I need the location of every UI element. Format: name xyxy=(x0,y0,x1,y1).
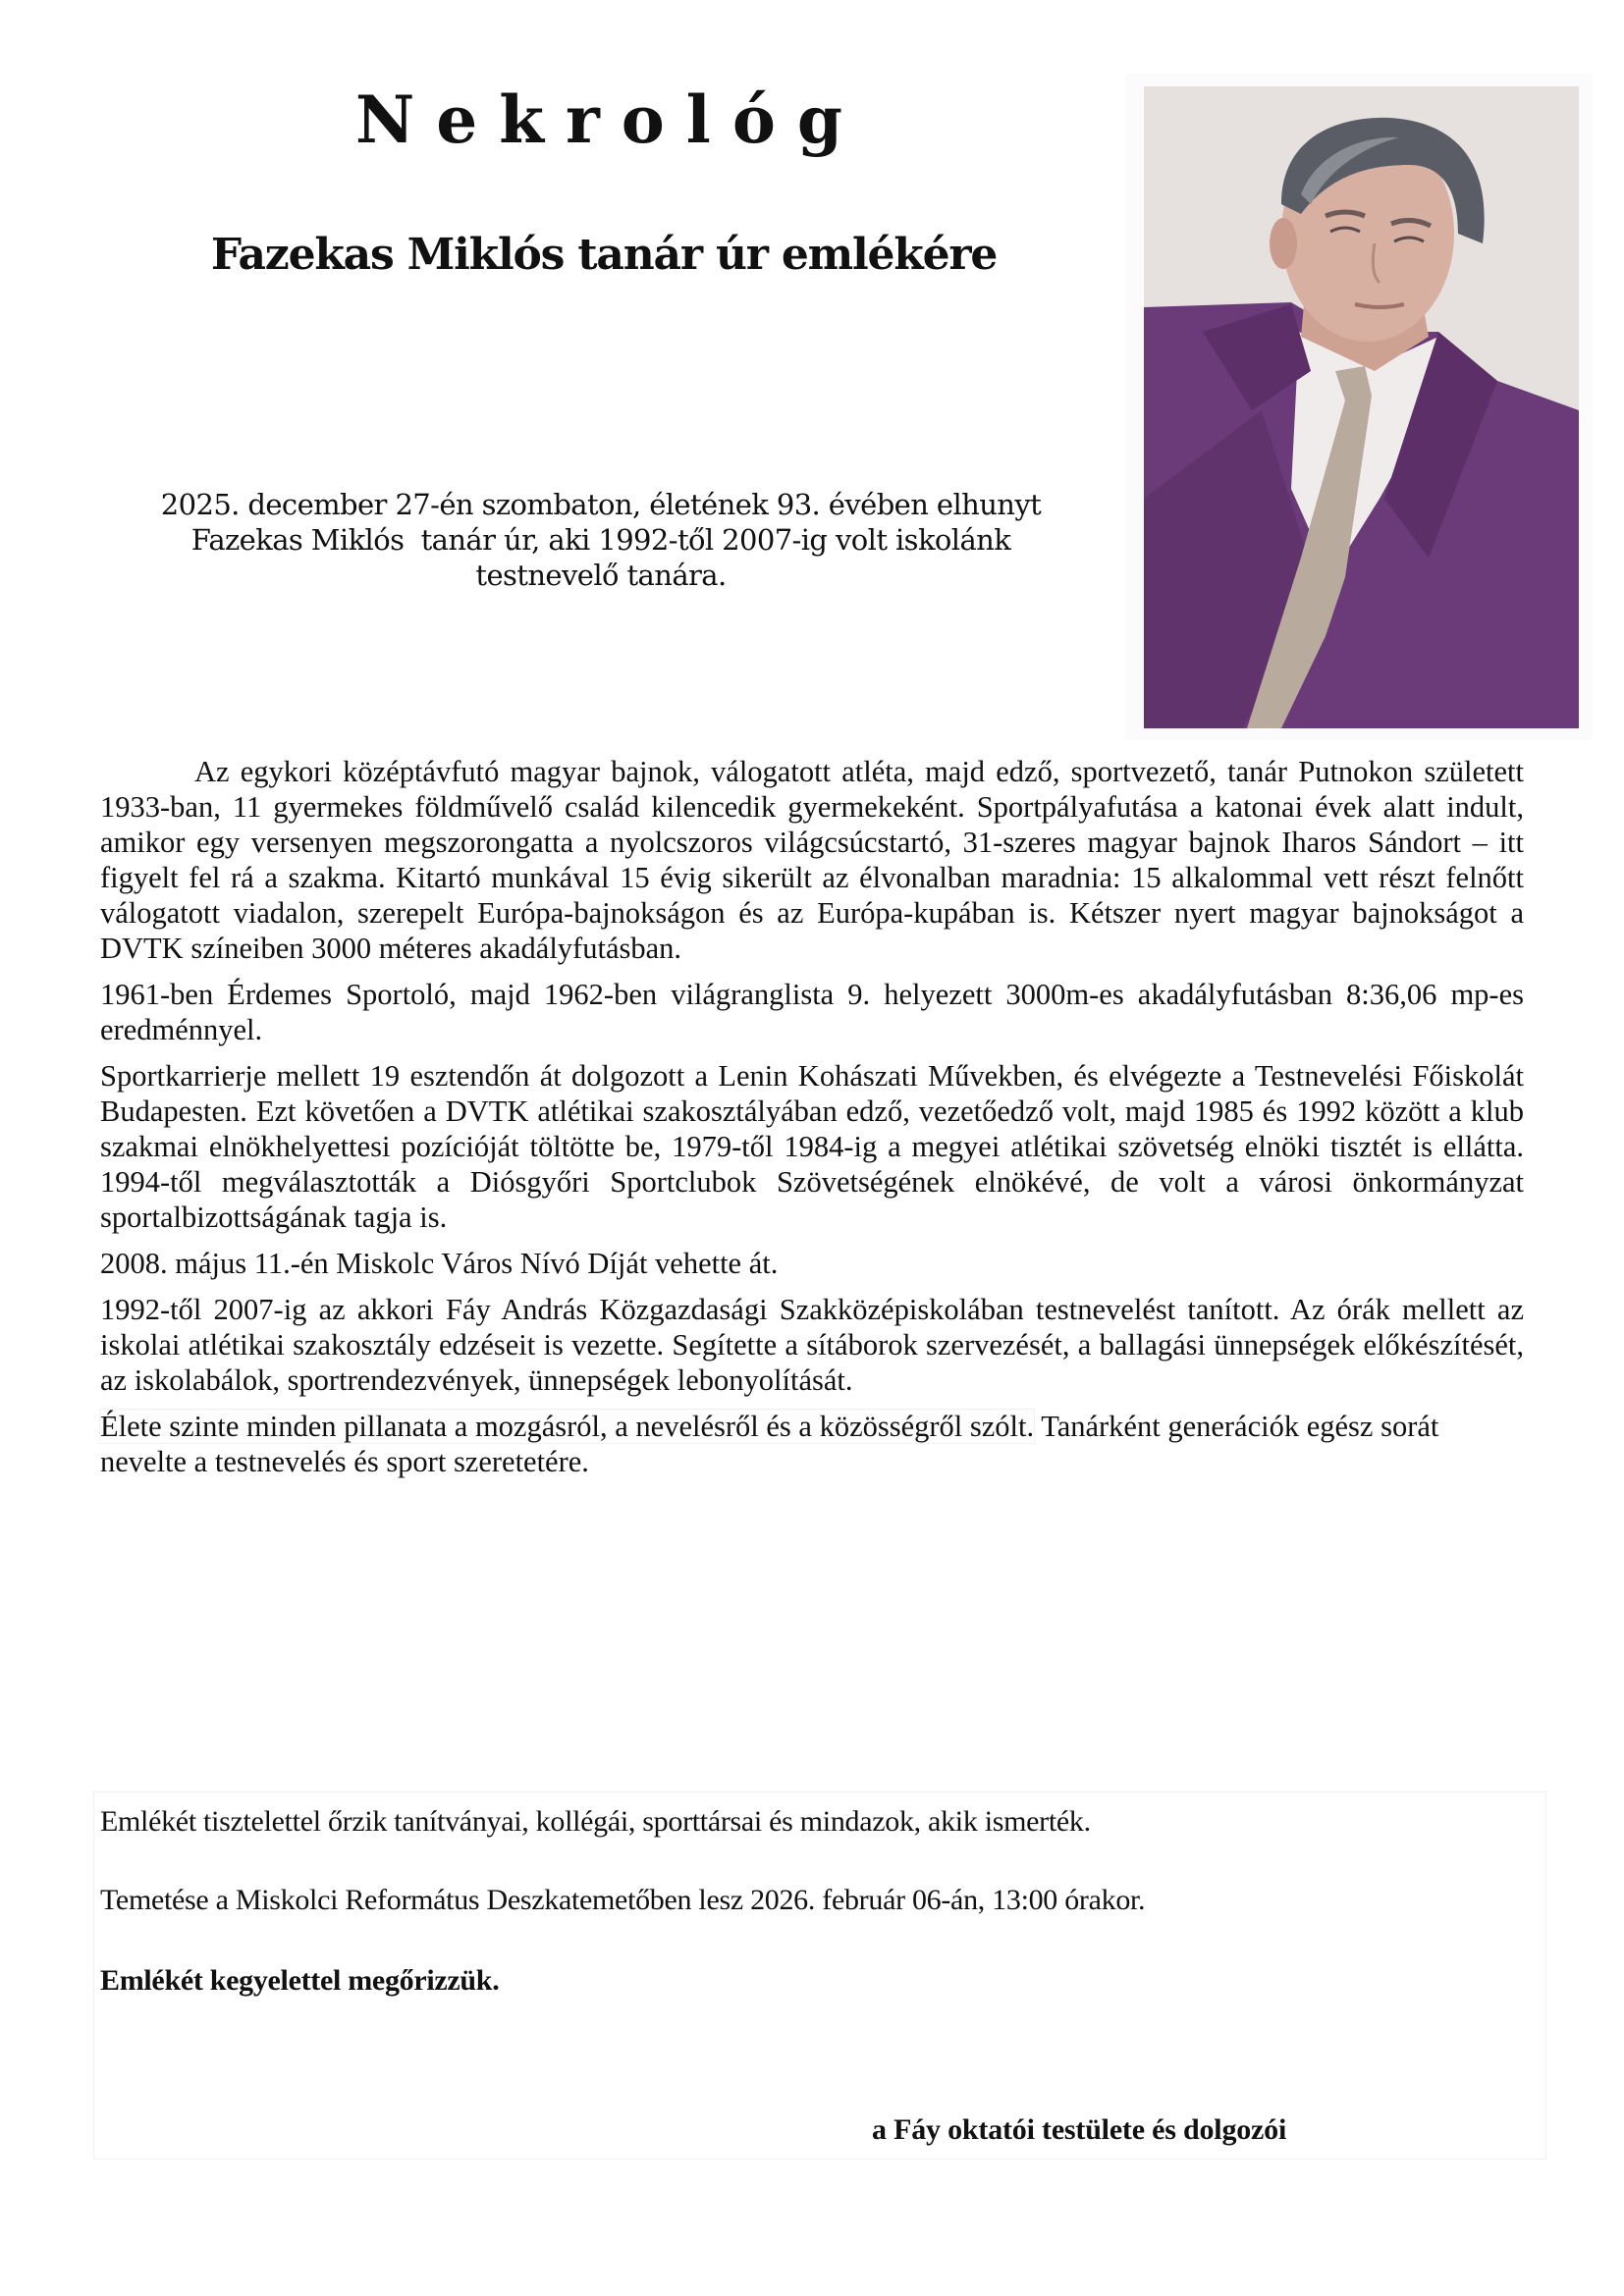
biography-paragraph: 1961-ben Érdemes Sportoló, majd 1962-ben világranglista 9. helyezett 3000m-es akadályfutásban 8:36,06 mp-es eredménnyel. xyxy=(100,978,1524,1046)
portrait-photo xyxy=(1144,86,1579,728)
closing-sentence: Tanárként generációk egész sorát nevelte a testnevelés és sport szeretetére. xyxy=(100,1410,1439,1478)
highlighted-sentence: Élete szinte minden pillanata a mozgásról, a nevelésről és a közösségről szólt. xyxy=(100,1410,1035,1443)
intro-announcement xyxy=(110,487,1092,593)
document-subtitle: Fazekas Miklós tanár úr emlékére xyxy=(210,230,998,280)
biography-paragraph: 1992-től 2007-ig az akkori Fáy András Közgazdasági Szakközépiskolában testnevelést tanított. Az órák mellett az iskolai atlétikai szakosztály edzéseit is vezette. Segítette a sítáborok szervezését, a ballagási ünnepségek előkészítését, az iskolabálok, sportrendezvények, ünnepségek lebonyolítását. xyxy=(100,1293,1524,1397)
intro-line: Fazekas Miklós tanár úr, aki 1992-től 2007-ig volt iskolánk xyxy=(190,523,1011,557)
biography-paragraph-final xyxy=(100,1409,1524,1479)
biography-paragraph: Az egykori középtávfutó magyar bajnok, válogatott atléta, majd edző, sportvezető, tanár Putnokon született 1933-ban, 11 gyermekes földművelő család kilencedik gyermekeként. Sportpályafutása a katonai évek alatt indult, amikor egy versenyen megszorongatta a nyolcszoros világcsúcstartó, 31-szeres magyar bajnok Iharos Sándort – itt figyelt fel rá a szakma. Kitartó munkával 15 évig sikerült az élvonalban maradnia: 15 alkalommal vett részt felnőtt válogatott viadalon, szerepelt Európa-bajnokságon és az Európa-kupában is. Kétszer nyert magyar bajnokságot a DVTK színeiben 3000 méteres akadályfutásban. xyxy=(100,755,1524,965)
ear xyxy=(1270,218,1297,269)
intro-line: 2025. december 27-én szombaton, életének 93. évében elhunyt xyxy=(160,488,1042,521)
remembrance-line: Emlékét tisztelettel őrzik tanítványai, kollégái, sporttársai és mindazok, akik ismerték. xyxy=(100,1805,1091,1838)
funeral-info: Temetése a Miskolci Református Deszkatemetőben lesz 2026. február 06-án, 13:00 órakor. xyxy=(100,1884,1146,1916)
biography-paragraph: Sportkarrierje mellett 19 esztendőn át dolgozott a Lenin Kohászati Művekben, és elvégezte a Testnevelési Főiskolát Budapesten. Ezt követően a DVTK atlétikai szakosztályában edző, vezetőedző volt, majd 1985 és 1992 között a klub szakmai elnökhelyettesi pozícióját töltötte be, 1979-től 1984-ig a megyei atlétikai szövetség elnöki tisztét is ellátta. 1994-től megválasztották a Diósgyőri Sportclubok Szövetségének elnökévé, de volt a városi önkormányzat sportalbizottságának tagja is. xyxy=(100,1059,1524,1234)
portrait-image xyxy=(1144,86,1579,728)
biography-body xyxy=(100,754,1524,1490)
signature: a Fáy oktatói testülete és dolgozói xyxy=(872,2113,1287,2146)
memorial-statement: Emlékét kegyelettel megőrizzük. xyxy=(100,1964,500,1997)
document-title: Nekrológ xyxy=(354,81,865,158)
biography-paragraph: 2008. május 11.-én Miskolc Város Nívó Díját vehette át. xyxy=(100,1247,779,1280)
intro-line: testnevelő tanára. xyxy=(475,559,727,592)
